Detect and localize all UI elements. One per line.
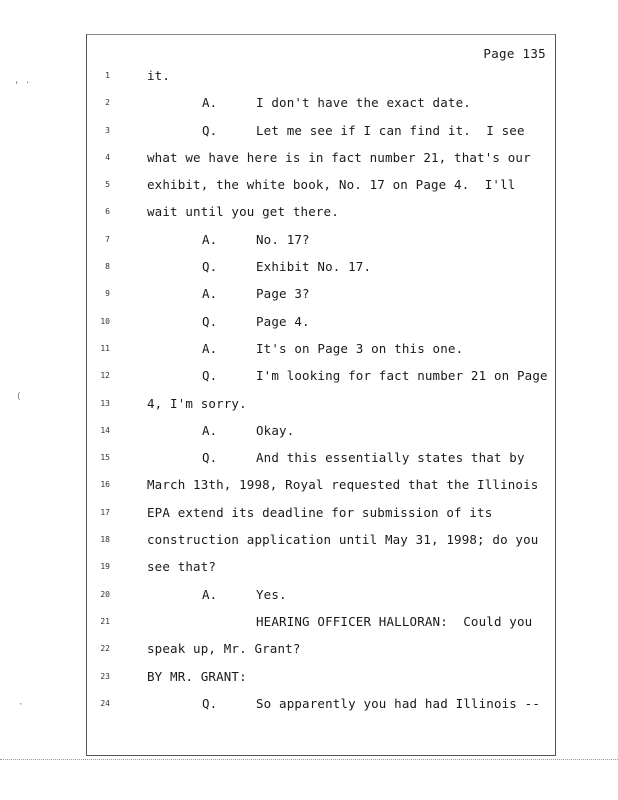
line-text: HEARING OFFICER HALLORAN: Could you: [256, 613, 533, 629]
line-text: I don't have the exact date.: [256, 95, 471, 111]
line-text: Page 4.: [256, 313, 310, 329]
line-number: 14: [100, 425, 110, 435]
scan-speck: , .: [14, 76, 31, 86]
transcript-line: [0, 499, 618, 526]
line-number: 21: [100, 616, 110, 626]
transcript-line: [0, 62, 618, 89]
line-text: see that?: [147, 559, 217, 575]
speaker-label: Q.: [202, 368, 218, 384]
line-text: Let me see if I can find it. I see: [256, 122, 525, 138]
line-number: 8: [105, 262, 110, 272]
transcript-line: [0, 226, 618, 253]
line-number: 19: [100, 562, 110, 572]
line-number: 11: [100, 343, 110, 353]
line-number: 10: [100, 316, 110, 326]
transcript-line: [0, 635, 618, 662]
line-text: 4, I'm sorry.: [147, 395, 247, 411]
line-number: 22: [100, 644, 110, 654]
line-text: So apparently you had had Illinois --: [256, 695, 540, 711]
testimony-entry: [202, 253, 371, 280]
line-text: Okay.: [256, 422, 295, 438]
testimony-entry: [202, 117, 525, 144]
transcript-line: [0, 280, 618, 307]
testimony-entry: [202, 335, 463, 362]
transcript-line: [0, 444, 618, 471]
transcript-body: [0, 62, 618, 717]
scan-artifact-line: [0, 759, 618, 764]
line-text: And this essentially states that by: [256, 450, 525, 466]
line-number: 4: [105, 152, 110, 162]
transcript-line: [0, 253, 618, 280]
transcript-line: [0, 663, 618, 690]
speaker-label: Q.: [202, 122, 218, 138]
speaker-label: A.: [202, 95, 218, 111]
line-text: wait until you get there.: [147, 204, 339, 220]
transcript-line: [0, 526, 618, 553]
line-number: 9: [105, 289, 110, 299]
line-number: 13: [100, 398, 110, 408]
line-number: 3: [105, 125, 110, 135]
line-text: No. 17?: [256, 231, 310, 247]
line-number: 23: [100, 671, 110, 681]
line-text: EPA extend its deadline for submission of its: [147, 504, 493, 520]
line-text: construction application until May 31, 1998; do you: [147, 532, 539, 548]
transcript-line: [0, 390, 618, 417]
transcript-line: [0, 581, 618, 608]
testimony-entry: [202, 280, 310, 307]
speaker-label: Q.: [202, 313, 218, 329]
line-number: 17: [100, 507, 110, 517]
transcript-line: [0, 335, 618, 362]
speaker-label: A.: [202, 340, 218, 356]
line-number: 6: [105, 207, 110, 217]
scan-speck: ·: [18, 700, 24, 710]
transcript-line: [0, 608, 618, 635]
line-text: I'm looking for fact number 21 on Page: [256, 368, 548, 384]
line-text: exhibit, the white book, No. 17 on Page 4. I'll: [147, 177, 516, 193]
line-text: it.: [147, 68, 171, 83]
line-number: 1: [105, 71, 110, 80]
line-text: Yes.: [256, 586, 287, 602]
transcript-line: [0, 417, 618, 444]
transcript-line: [0, 89, 618, 116]
transcript-line: [0, 308, 618, 335]
testimony-entry: [202, 581, 287, 608]
line-text: Exhibit No. 17.: [256, 259, 372, 275]
transcript-line: [0, 553, 618, 580]
line-number: 2: [105, 98, 110, 108]
speaker-label: A.: [202, 422, 218, 438]
testimony-entry: [202, 89, 471, 116]
scan-speck: (: [16, 392, 22, 402]
testimony-entry: [202, 417, 294, 444]
line-number: 5: [105, 180, 110, 190]
page-number: Page 135: [483, 46, 546, 61]
line-number: 15: [100, 453, 110, 463]
testimony-entry: [202, 226, 310, 253]
speaker-label: Q.: [202, 259, 218, 275]
line-text: speak up, Mr. Grant?: [147, 641, 301, 657]
transcript-line: [0, 171, 618, 198]
speaker-label: Q.: [202, 695, 218, 711]
line-text: BY MR. GRANT:: [147, 668, 247, 684]
line-text: Page 3?: [256, 286, 310, 302]
transcript-line: [0, 144, 618, 171]
line-text: It's on Page 3 on this one.: [256, 340, 464, 356]
speaker-label: A.: [202, 231, 218, 247]
transcript-line: [0, 198, 618, 225]
testimony-entry: [202, 444, 525, 471]
line-number: 20: [100, 589, 110, 599]
testimony-entry: [202, 308, 310, 335]
line-number: 12: [100, 371, 110, 381]
line-text: March 13th, 1998, Royal requested that the Illinois: [147, 477, 539, 493]
transcript-line: [0, 117, 618, 144]
line-number: 24: [100, 698, 110, 708]
transcript-line: [0, 362, 618, 389]
testimony-entry: [202, 690, 540, 717]
transcript-line: [0, 471, 618, 498]
transcript-line: [0, 690, 618, 717]
speaker-label: A.: [202, 586, 218, 602]
speaker-label: Q.: [202, 450, 218, 466]
line-text: what we have here is in fact number 21, that's our: [147, 149, 531, 165]
line-number: 7: [105, 234, 110, 244]
line-number: 18: [100, 535, 110, 545]
line-number: 16: [100, 480, 110, 490]
speaker-label: A.: [202, 286, 218, 302]
testimony-entry: [202, 362, 548, 389]
